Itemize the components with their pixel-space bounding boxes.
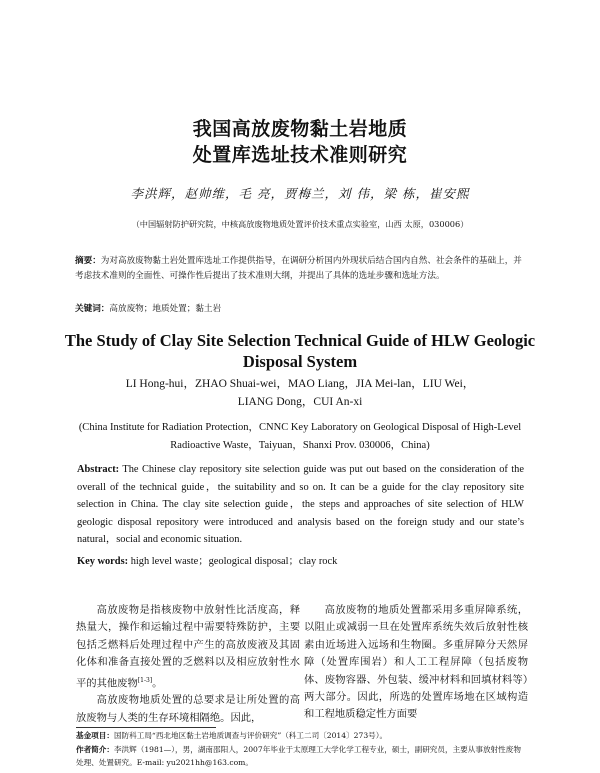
cn-title: [0, 116, 600, 168]
en-title: [0, 330, 600, 372]
footnotes: [76, 729, 528, 770]
cn-abstract-label: 摘要：: [75, 256, 101, 266]
en-title-line-1: The Study of Clay Site Selection Technical Guide of HLW Geologic: [64, 331, 536, 350]
cn-keywords-text: 高放废物；地质处置；黏土岩: [109, 304, 222, 314]
en-authors: [40, 375, 560, 411]
fund-note: 基金项目：国防科工局“西北地区黏土岩地质调查与评价研究”（科工二司〔2014〕273号）。: [76, 731, 388, 740]
body-paragraph: 高放废物是指核废物中放射性比活度高，释热量大，操作和运输过程中需要特殊防护，主要包括乏燃料后处理过程中产生的高放废液及其固化体和准备直接处置的乏燃料以及相应放射性水平的其他废物[1-3]。: [76, 604, 300, 690]
en-affiliation: [40, 419, 560, 455]
footnote-rule: [76, 727, 216, 728]
en-authors-line-2: LIANG Dong，CUI An-xi: [237, 396, 363, 408]
cn-affiliation: （中国辐射防护研究院，中核高放废物地质处置评价技术重点实验室，山西 太原，030006）: [131, 219, 469, 229]
body-right-column: [304, 602, 528, 724]
en-keywords-label: Key words:: [77, 556, 129, 567]
cn-authors: 李洪辉，赵帅维，毛 亮，贾梅兰，刘 伟，梁 栋，崔安熙: [130, 186, 470, 201]
cn-keywords-label: 关键词：: [75, 304, 110, 314]
en-keywords: [77, 552, 524, 567]
cn-abstract-text: 为对高放废物黏土岩处置库选址工作提供指导，在调研分析国内外现状后结合国内自然、社会条件的基础上，并考虑技术准则的全面性、可操作性后提出了技术准则大纲，并提出了具体的选址步骤和选址方法。: [75, 256, 522, 281]
en-abstract: [77, 461, 524, 549]
en-abstract-text: The Chinese clay repository site selection guide was put out based on the consideration of the overall of the technical guide，the suitability and so on. It can be a guide for the clay repository site selection in China. The clay site selection guide，the steps and approaches of site selection of HLW geologic disposal repository were introduced and analysis based on the foreign study and our state’s natural，social and economic situation.: [77, 464, 524, 546]
en-title-line-2: Disposal System: [242, 352, 358, 371]
body-paragraph: 高放废物的地质处置都采用多重屏障系统，以阻止或减弱一旦在处置库系统失效后放射性核素由近场进入远场和生物圈。多重屏障分天然屏障（处置库围岩）和人工工程屏障（包括废物体、废物容器、外包装、缓冲材料和回填材料等）两大部分。因此，所选的处置库场地在区域构造和工程地质稳定性方面要: [304, 604, 528, 721]
en-affiliation-line-2: Radioactive Waste，Taiyuan，Shanxi Prov. 030006，China): [170, 440, 430, 451]
cn-keywords: [75, 302, 527, 314]
cn-title-line-1: 我国高放废物黏土岩地质: [192, 118, 408, 140]
en-authors-line-1: LI Hong-hui，ZHAO Shuai-wei，MAO Liang，JIA Mei-lan，LIU Wei，: [125, 378, 475, 390]
body-paragraph: 高放废物地质处置的总要求是让所处置的高放废物与人类的生存环境相隔绝。因此，: [76, 694, 300, 724]
en-affiliation-line-1: (China Institute for Radiation Protection，CNNC Key Laboratory on Geological Disposal of High-Level: [78, 422, 522, 433]
author-note: 作者简介：李洪辉（1981—），男，湖南邵阳人，2007年毕业于太原理工大学化学工程专业，硕士，副研究员，主要从事放射性废物处理、处置研究。E-mail: yu2021hh@163.com。: [76, 744, 521, 768]
citation-ref: [1-3]: [137, 676, 153, 684]
en-keywords-text: high level waste；geological disposal；clay rock: [130, 556, 338, 567]
cn-title-line-2: 处置库选址技术准则研究: [192, 144, 408, 166]
cn-abstract: [75, 254, 527, 283]
en-abstract-label: Abstract:: [77, 464, 120, 475]
body-left-column: [76, 602, 300, 727]
